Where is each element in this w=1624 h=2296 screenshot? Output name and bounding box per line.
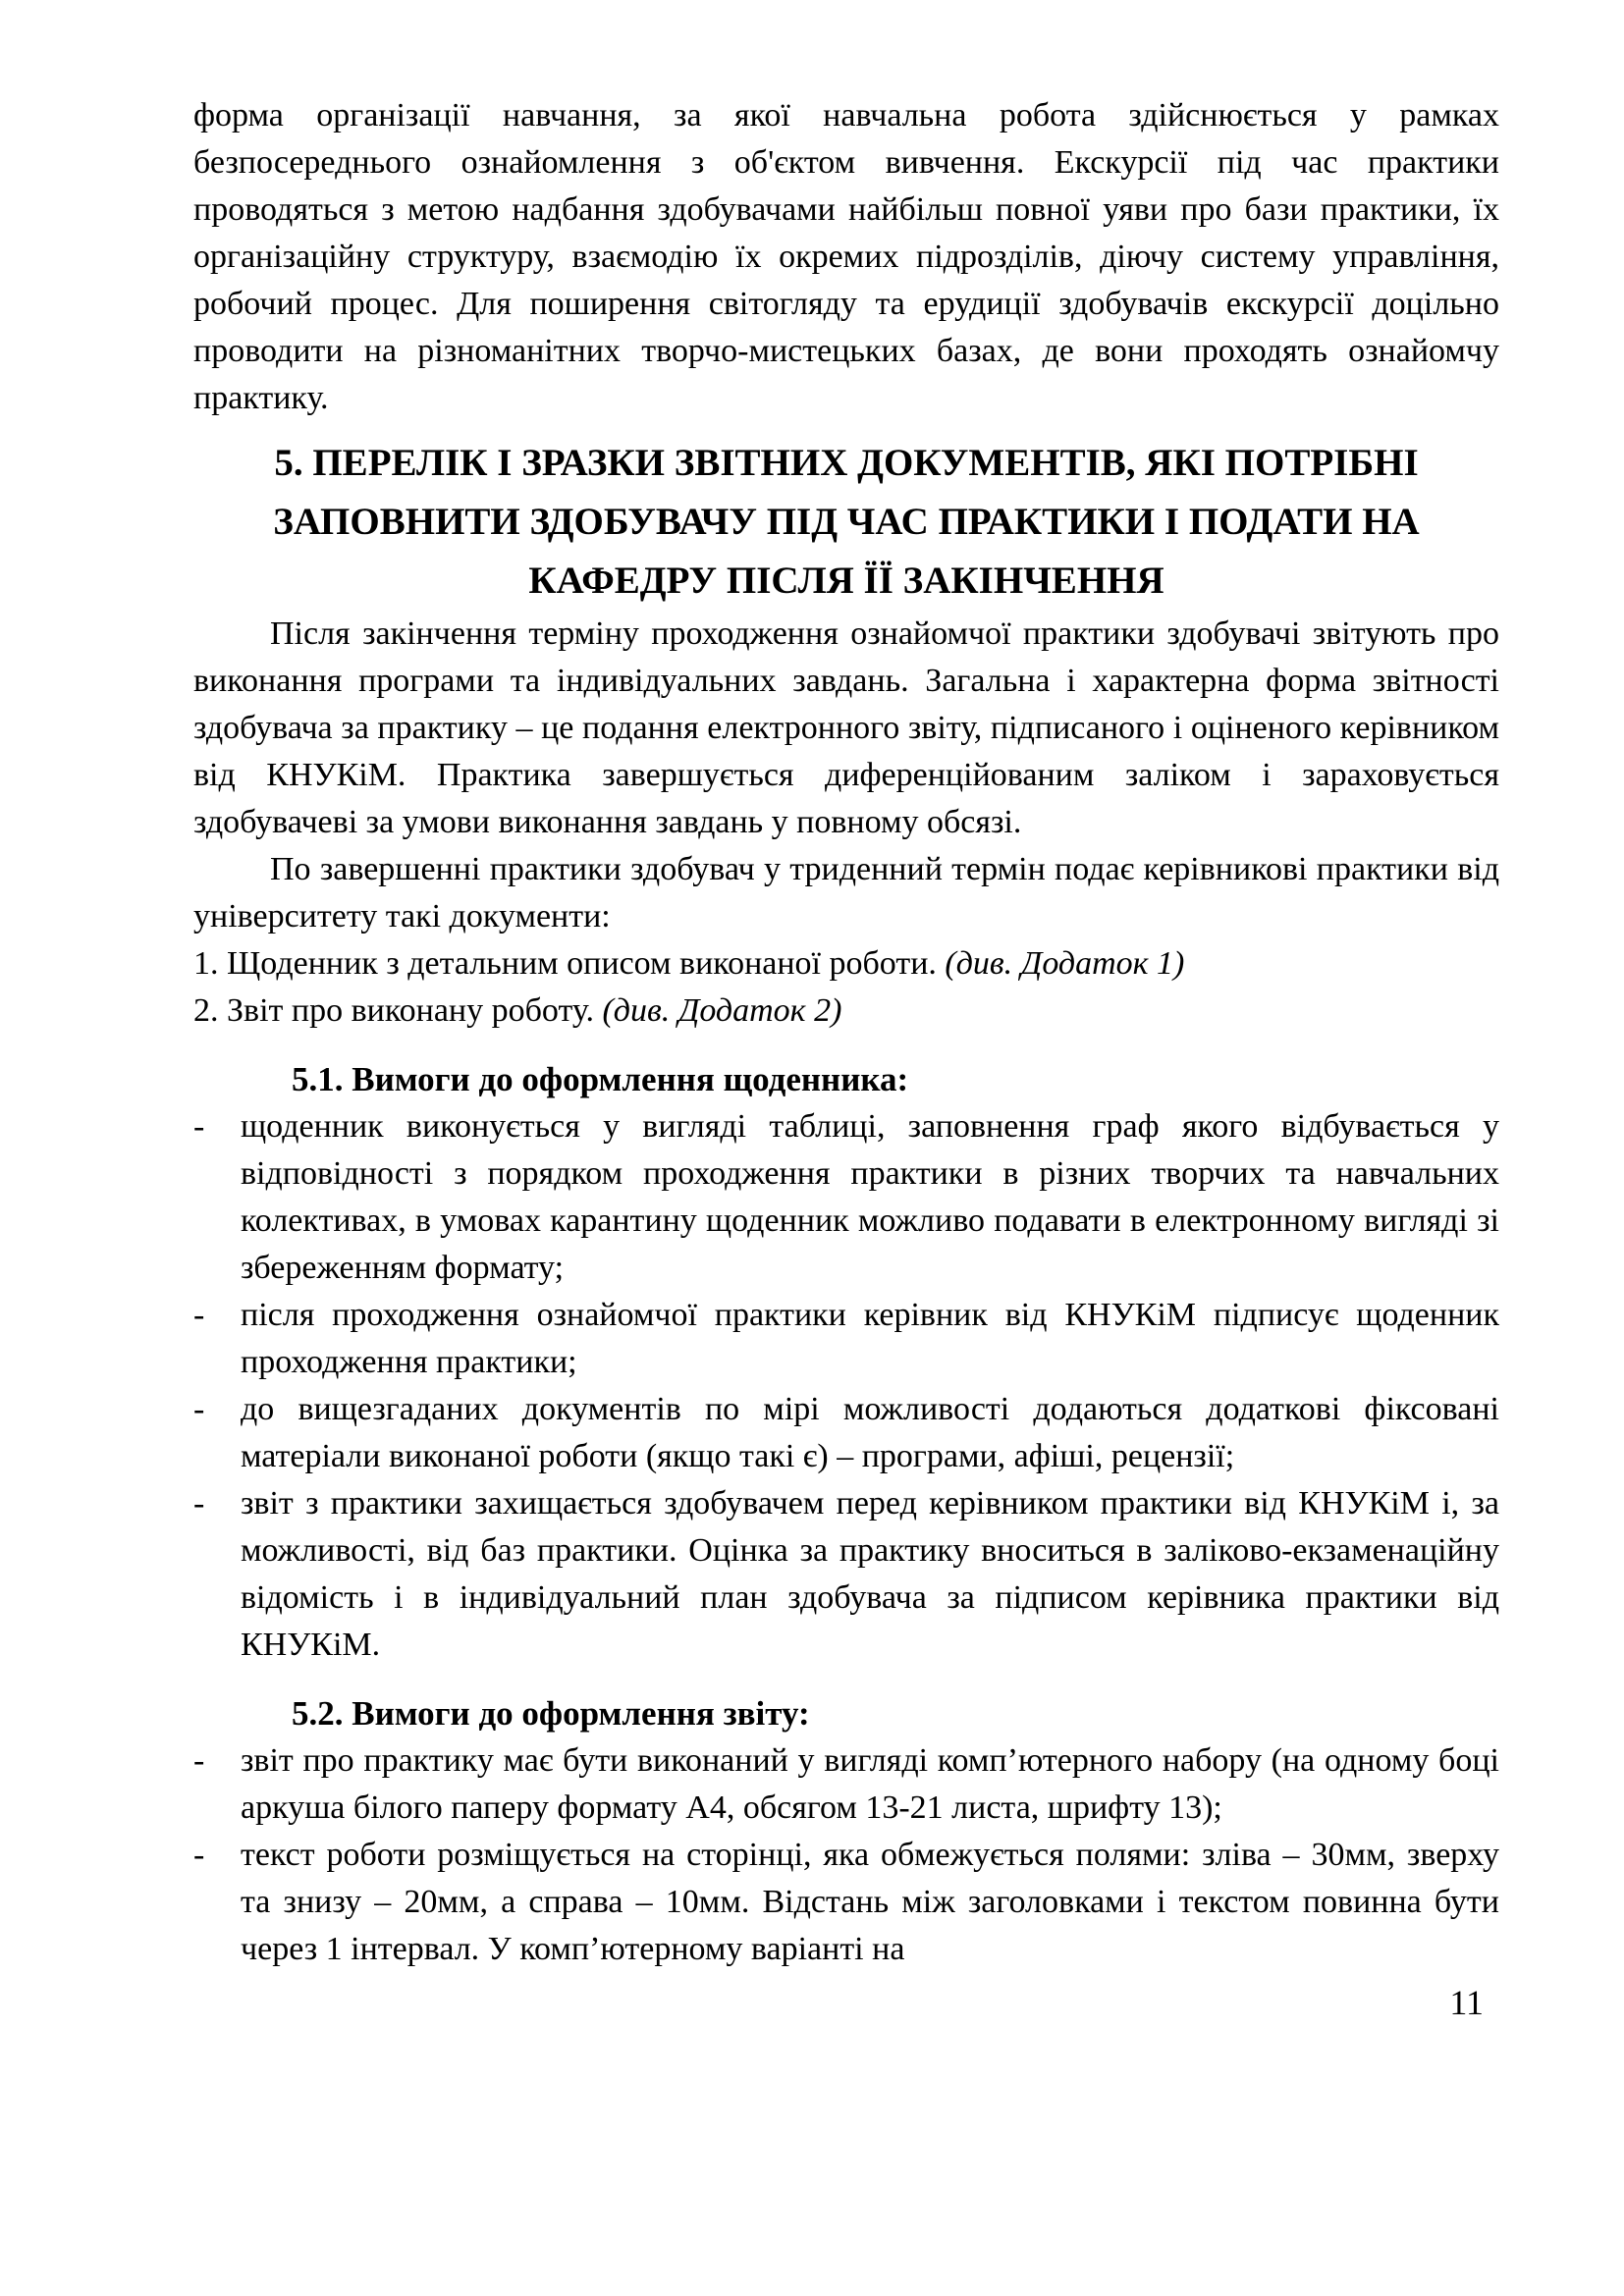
list-item (193, 1292, 1499, 1386)
subsection-52-heading: 5.2. Вимоги до оформлення звіту: (292, 1694, 810, 1733)
numbered-item-1-text: 1. Щоденник з детальним описом виконаної роботи. (193, 945, 946, 982)
dash-marker: - (193, 1837, 205, 1873)
list-item-text: звіт про практику має бути виконаний у вигляді комп’ютерного набору (на одному боці аркуша білого паперу формату А4, обсягом 13-21 листа, шрифту 13); (241, 1742, 1499, 1826)
list-item-text: щоденник виконується у вигляді таблиці, заповнення граф якого відбувається у відповідності з порядком проходження практики в різних творчих та навчальних колективах, в умовах карантину щоденник можливо подавати в електронному вигляді зі збереженням формату; (241, 1108, 1499, 1286)
list-item (193, 1480, 1499, 1669)
list-item-text: після проходження ознайомчої практики керівник від КНУКіМ підписує щоденник проходження практики; (241, 1297, 1499, 1380)
numbered-item-1-note: (див. Додаток 1) (945, 945, 1185, 982)
dash-marker: - (193, 1108, 205, 1145)
section-5-heading (193, 434, 1499, 611)
numbered-item-1 (193, 940, 1499, 988)
text-content (193, 92, 1499, 2026)
list-item-text: звіт з практики захищається здобувачем перед керівником практики від КНУКіМ і, за можливості, від баз практики. Оцінка за практику вноситься в заліково-екзаменаційну відомість і в індивідуальний план здобувача за підписом керівника практики від КНУКіМ. (241, 1485, 1499, 1663)
dash-marker: - (193, 1391, 205, 1427)
section-5-heading-line1: 5. ПЕРЕЛІК І ЗРАЗКИ ЗВІТНИХ ДОКУМЕНТІВ, ЯКІ ПОТРІБНІ (274, 442, 1419, 484)
list-item-text: до вищезгаданих документів по мірі можливості додаються додаткові фіксовані матеріали виконаної роботи (якщо такі є) – програми, афіші, рецензії; (241, 1391, 1499, 1474)
numbered-item-2-note: (див. Додаток 2) (602, 992, 842, 1029)
page-number: 11 (1449, 1983, 1484, 2022)
list-item (193, 1832, 1499, 1973)
numbered-item-2-text: 2. Звіт про виконану роботу. (193, 992, 603, 1029)
diary-requirements-list (193, 1103, 1499, 1669)
intro-paragraph: форма організації навчання, за якої навчальна робота здійснюється у рамках безпосереднього ознайомлення з об'єктом вивчення. Екскурсії під час практики проводяться з метою надбання здобувачами найбільш повної уяви про бази практики, їх організаційну структуру, взаємодію їх окремих підрозділів, діючу систему управління, робочий процес. Для поширення світогляду та ерудиції здобувачів екскурсії доцільно проводити на різноманітних творчо-мистецьких базах, де вони проходять ознайомчу практику. (193, 97, 1499, 416)
list-item-text: текст роботи розміщується на сторінці, яка обмежується полями: зліва – 30мм, зверху та знизу – 20мм, а справа – 10мм. Відстань між заголовками і текстом повинна бути через 1 інтервал. У комп’ютерному варіанті на (241, 1837, 1499, 1967)
section-5-heading-line2: ЗАПОВНИТИ ЗДОБУВАЧУ ПІД ЧАС ПРАКТИКИ І ПОДАТИ НА (273, 501, 1420, 543)
dash-marker: - (193, 1742, 205, 1779)
list-item (193, 1386, 1499, 1480)
report-requirements-list (193, 1737, 1499, 1973)
paragraph-report-form: Після закінчення терміну проходження ознайомчої практики здобувачі звітують про виконання програми та індивідуальних завдань. Загальна і характерна форма звітності здобувача за практику – це подання електронного звіту, підписаного і оціненого керівником від КНУКіМ. Практика завершується диференційованим заліком і зараховується здобувачеві за умови виконання завдань у повному обсязі. (193, 615, 1499, 840)
subsection-51-heading: 5.1. Вимоги до оформлення щоденника: (292, 1060, 909, 1098)
dash-marker: - (193, 1485, 205, 1522)
dash-marker: - (193, 1297, 205, 1333)
numbered-item-2 (193, 988, 1499, 1035)
list-item (193, 1737, 1499, 1832)
section-5-heading-line3: КАФЕДРУ ПІСЛЯ ЇЇ ЗАКІНЧЕННЯ (528, 560, 1164, 602)
paragraph-documents-intro: По завершенні практики здобувач у триденний термін подає керівникові практики від університету такі документи: (193, 851, 1499, 934)
list-item (193, 1103, 1499, 1292)
